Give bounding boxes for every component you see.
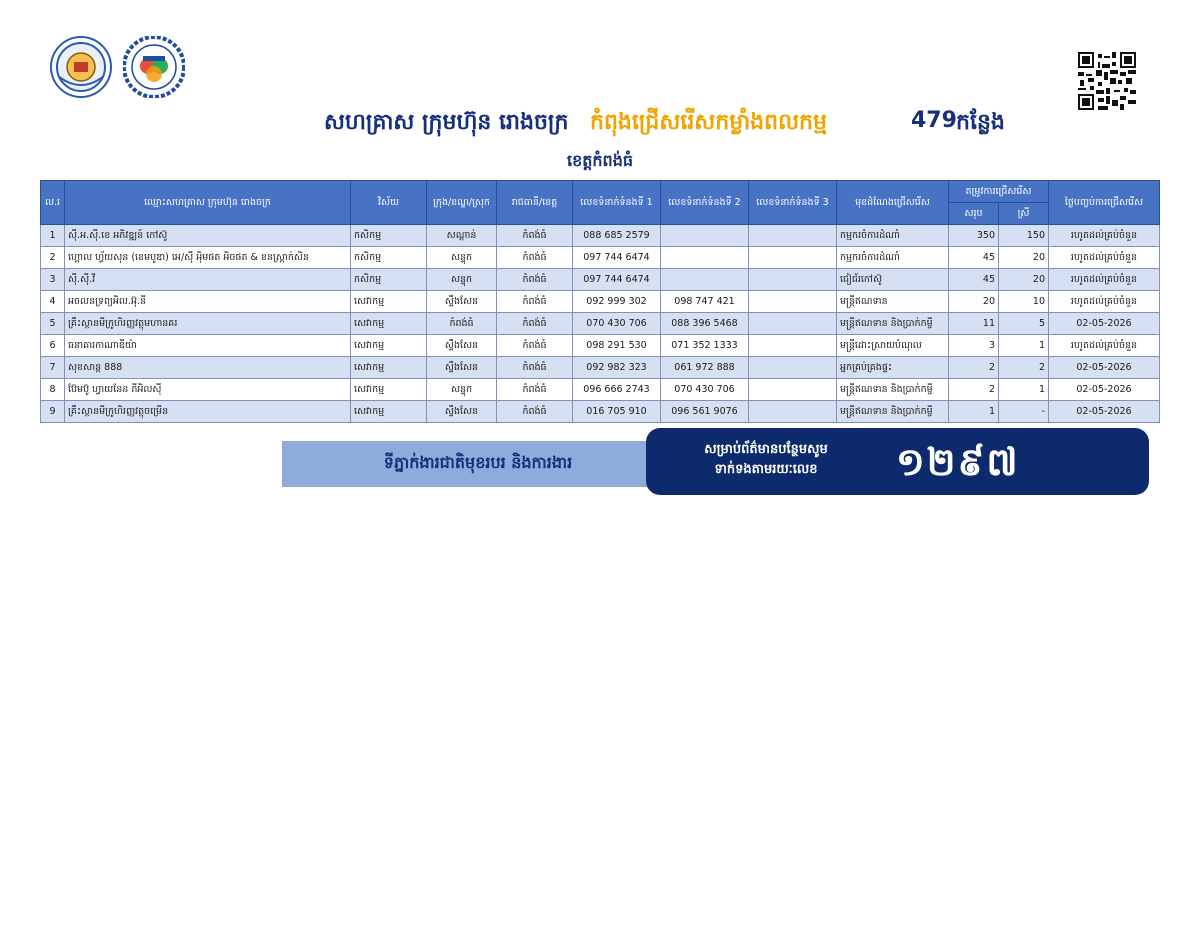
cell-sector: សេវាកម្ម	[351, 357, 427, 379]
cell-female: 150	[999, 225, 1049, 247]
cell-sector: សេវាកម្ម	[351, 291, 427, 313]
cell-deadline: រហូតដល់គ្រប់ចំនួន	[1049, 225, 1160, 247]
cell-name: សុខសាន្ត 888	[65, 357, 351, 379]
col-header-position: មុខដំណែងជ្រើសរើស	[837, 181, 949, 225]
cell-total: 2	[949, 357, 999, 379]
table-row	[41, 335, 1160, 357]
cell-sector: សេវាកម្ម	[351, 313, 427, 335]
cell-phone2	[661, 269, 749, 291]
cell-phone2	[661, 225, 749, 247]
cell-district: សណ្ដាន់	[427, 225, 497, 247]
cell-position: កម្មករចំការដំណាំ	[837, 225, 949, 247]
cell-position: មន្ត្រីឥណទាន និងប្រាក់កម្ចី	[837, 313, 949, 335]
nea-logo	[123, 36, 185, 98]
cell-position: មន្ត្រីឥណទាន និងប្រាក់កម្ចី	[837, 379, 949, 401]
cell-phone1: 096 666 2743	[573, 379, 661, 401]
cell-no: 4	[41, 291, 65, 313]
cell-female: 2	[999, 357, 1049, 379]
ministry-logo	[50, 36, 112, 98]
cell-phone1: 016 705 910	[573, 401, 661, 423]
cell-phone2: 071 352 1333	[661, 335, 749, 357]
cell-district: កំពង់ធំ	[427, 313, 497, 335]
cell-total: 45	[949, 269, 999, 291]
cell-no: 9	[41, 401, 65, 423]
cell-name: គ្រឹះស្ថានមីក្រូហិរញ្ញវត្ថុចម្រើន	[65, 401, 351, 423]
cell-district: សន្ទុក	[427, 247, 497, 269]
cell-phone3	[749, 313, 837, 335]
cell-sector: កសិកម្ម	[351, 225, 427, 247]
hotline-info: សម្រាប់ព័ត៌មានបន្ថែមសូម ទាក់ទងតាមរយៈលេខ	[704, 442, 828, 477]
cell-phone2: 096 561 9076	[661, 401, 749, 423]
cell-phone2	[661, 247, 749, 269]
table-row	[41, 313, 1160, 335]
cell-no: 7	[41, 357, 65, 379]
cell-no: 8	[41, 379, 65, 401]
col-header-province: រាជធានី/ខេត្ត	[497, 181, 573, 225]
cell-sector: កសិកម្ម	[351, 269, 427, 291]
cell-district: ស្ទឹងសែន	[427, 335, 497, 357]
table-row	[41, 291, 1160, 313]
cell-phone1: 092 982 323	[573, 357, 661, 379]
col-header-deadline: ថ្ងៃបញ្ចប់ការជ្រើសរើស	[1049, 181, 1160, 225]
hotline-box	[646, 428, 1149, 495]
cell-phone3	[749, 335, 837, 357]
cell-province: កំពង់ធំ	[497, 313, 573, 335]
cell-phone3	[749, 401, 837, 423]
cell-sector: កសិកម្ម	[351, 247, 427, 269]
cell-total: 3	[949, 335, 999, 357]
cell-phone1: 092 999 302	[573, 291, 661, 313]
cell-no: 1	[41, 225, 65, 247]
cell-province: កំពង់ធំ	[497, 247, 573, 269]
cell-total: 11	[949, 313, 999, 335]
cell-phone1: 097 744 6474	[573, 247, 661, 269]
cell-phone3	[749, 247, 837, 269]
cell-deadline: 02-05-2026	[1049, 313, 1160, 335]
ministry-banner: ទីភ្នាក់ងារជាតិមុខរបរ និងការងារ	[282, 441, 674, 487]
cell-phone2: 088 396 5468	[661, 313, 749, 335]
cell-phone1: 098 291 530	[573, 335, 661, 357]
col-header-phone3: លេខទំនាក់ទំនងទី 3	[749, 181, 837, 225]
qr-code-icon	[1078, 52, 1136, 110]
cell-female: 1	[999, 379, 1049, 401]
vacancy-unit: កន្លែង	[956, 110, 1005, 135]
col-header-total: សរុប	[949, 203, 999, 225]
cell-deadline: រហូតដល់គ្រប់ចំនួន	[1049, 269, 1160, 291]
cell-province: កំពង់ធំ	[497, 269, 573, 291]
cell-deadline: រហូតដល់គ្រប់ចំនួន	[1049, 247, 1160, 269]
cell-deadline: 02-05-2026	[1049, 379, 1160, 401]
cell-phone3	[749, 269, 837, 291]
table-row	[41, 269, 1160, 291]
cell-no: 6	[41, 335, 65, 357]
cell-sector: សេវាកម្ម	[351, 335, 427, 357]
col-header-name: ឈ្មោះសហគ្រាស ក្រុមហ៊ុន រោងចក្រ	[65, 181, 351, 225]
cell-female: 1	[999, 335, 1049, 357]
cell-phone2: 061 972 888	[661, 357, 749, 379]
cell-province: កំពង់ធំ	[497, 401, 573, 423]
jobs-table	[40, 180, 1160, 423]
table-row	[41, 401, 1160, 423]
cell-female: 5	[999, 313, 1049, 335]
title-hiring: កំពុងជ្រើសរើសកម្លាំងពលកម្ម	[590, 110, 827, 135]
cell-phone2: 070 430 706	[661, 379, 749, 401]
province-subtitle: ខេត្តកំពង់ធំ	[566, 151, 633, 170]
col-header-needed: តម្រូវការជ្រើសរើស	[949, 181, 1049, 203]
cell-phone3	[749, 291, 837, 313]
cell-phone3	[749, 379, 837, 401]
col-header-phone2: លេខទំនាក់ទំនងទី 2	[661, 181, 749, 225]
cell-position: មន្ត្រីឥណទាន និងប្រាក់កម្ចី	[837, 401, 949, 423]
cell-phone3	[749, 357, 837, 379]
vacancy-count: 479	[911, 108, 957, 133]
cell-province: កំពង់ធំ	[497, 357, 573, 379]
cell-deadline: 02-05-2026	[1049, 401, 1160, 423]
cell-position: អ្នកគ្រប់គ្រងផ្ទះ	[837, 357, 949, 379]
cell-deadline: 02-05-2026	[1049, 357, 1160, 379]
title-main: សហគ្រាស ក្រុមហ៊ុន រោងចក្រ	[324, 110, 569, 135]
col-header-district: ក្រុង/ខណ្ឌ/ស្រុក	[427, 181, 497, 225]
cell-phone1: 070 430 706	[573, 313, 661, 335]
cell-province: កំពង់ធំ	[497, 225, 573, 247]
title-row	[0, 104, 1200, 144]
cell-sector: សេវាកម្ម	[351, 401, 427, 423]
cell-total: 350	[949, 225, 999, 247]
col-header-no: ល.រ	[41, 181, 65, 225]
cell-province: កំពង់ធំ	[497, 291, 573, 313]
cell-no: 2	[41, 247, 65, 269]
cell-district: សន្ទុក	[427, 379, 497, 401]
cell-province: កំពង់ធំ	[497, 335, 573, 357]
cell-district: ស្ទឹងសែន	[427, 401, 497, 423]
cell-no: 5	[41, 313, 65, 335]
cell-name: គ្រឹះស្ថានមីក្រូហិរញ្ញវត្ថុមហានគរ	[65, 313, 351, 335]
table-row	[41, 379, 1160, 401]
col-header-phone1: លេខទំនាក់ទំនងទី 1	[573, 181, 661, 225]
cell-sector: សេវាកម្ម	[351, 379, 427, 401]
cell-position: កម្មករចំការដំណាំ	[837, 247, 949, 269]
cell-name: ស៊ី.អ.ស៊ី.ខេ អភិវឌ្ឍន៍ កៅស៊ូ	[65, 225, 351, 247]
cell-district: ស្ទឹងសែន	[427, 357, 497, 379]
hotline-number: ១២៩៧	[896, 440, 1020, 484]
table-row	[41, 247, 1160, 269]
cell-district: ស្ទឹងសែន	[427, 291, 497, 313]
cell-position: មន្ត្រីឥណទាន	[837, 291, 949, 313]
cell-district: សន្ទុក	[427, 269, 497, 291]
cell-total: 2	[949, 379, 999, 401]
cell-total: 1	[949, 401, 999, 423]
table-row	[41, 357, 1160, 379]
cell-total: 45	[949, 247, 999, 269]
cell-deadline: រហូតដល់គ្រប់ចំនួន	[1049, 291, 1160, 313]
cell-female: 10	[999, 291, 1049, 313]
cell-female: 20	[999, 269, 1049, 291]
cell-name: អចលនទ្រព្យអិល.អ៊ុ.នី	[65, 291, 351, 313]
cell-female: -	[999, 401, 1049, 423]
cell-total: 20	[949, 291, 999, 313]
cell-phone3	[749, 225, 837, 247]
cell-phone1: 088 685 2579	[573, 225, 661, 247]
cell-female: 20	[999, 247, 1049, 269]
cell-name: ប៊ែមប៊ូ ហ្វាយនែន ភីអិលស៊ី	[65, 379, 351, 401]
cell-phone1: 097 744 6474	[573, 269, 661, 291]
table-row	[41, 225, 1160, 247]
cell-deadline: រហូតដល់គ្រប់ចំនួន	[1049, 335, 1160, 357]
cell-position: ជៀជ័រកៅស៊ូ	[837, 269, 949, 291]
cell-province: កំពង់ធំ	[497, 379, 573, 401]
cell-phone2: 098 747 421	[661, 291, 749, 313]
cell-position: មន្ត្រីដោះស្រាយបំណុល	[837, 335, 949, 357]
cell-name: ហ្គោល ហ្វ័យសុន (ខេមបូឌា) អេ/ស៊ី អុិមផត អិចផត & ខនស្ត្រាក់សិន	[65, 247, 351, 269]
cell-name: ស៊ី.ស៊ី.វី	[65, 269, 351, 291]
cell-no: 3	[41, 269, 65, 291]
cell-name: ធនាគារកាណាឌីយ៉ា	[65, 335, 351, 357]
col-header-sector: វិស័យ	[351, 181, 427, 225]
col-header-female: ស្រី	[999, 203, 1049, 225]
